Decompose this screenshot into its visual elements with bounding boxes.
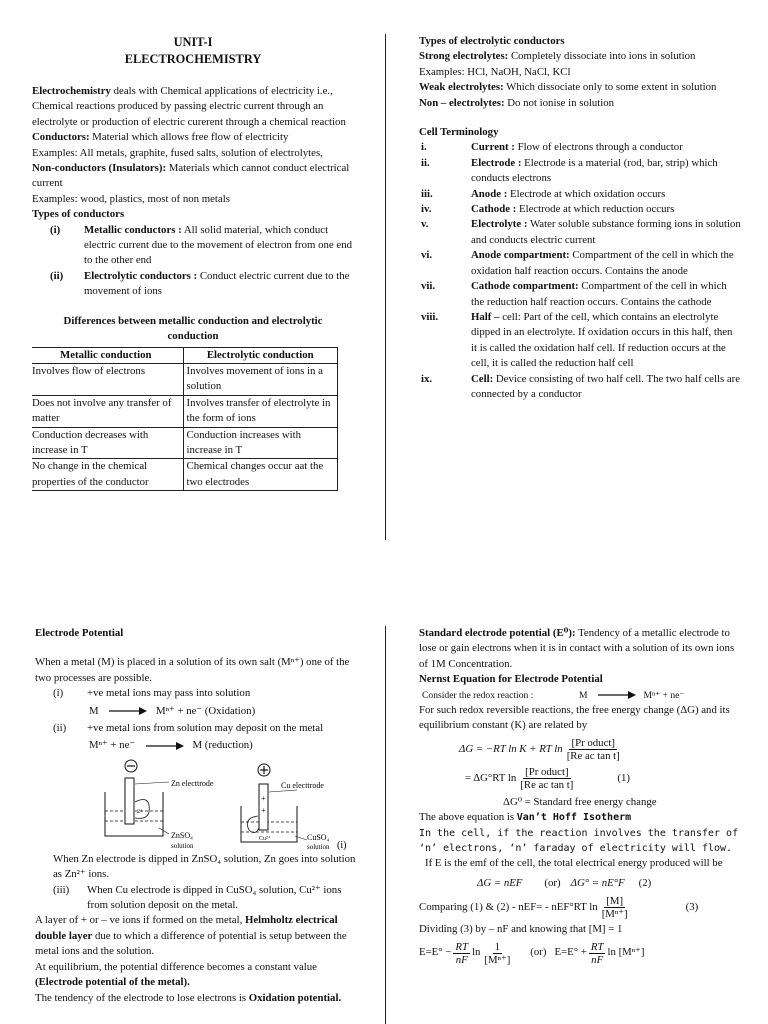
svg-text:+: + — [261, 805, 266, 815]
types-heading: Types of conductors — [32, 208, 125, 221]
process-item: (ii) +ve metal ions from solution may deposit on the metal — [53, 722, 324, 735]
strong-examples: Examples: HCl, NaOH, NaCl, KCl — [419, 65, 571, 78]
table-cell: Conduction decreases with increase in T — [32, 427, 183, 459]
electrode-diagram — [35, 756, 357, 852]
reaction-arrow-icon — [596, 690, 636, 700]
zn-electrode — [125, 778, 134, 824]
zn-paragraph: When Zn electrode is dipped in ZnSO₄ solution, Zn goes into solution as Zn²⁺ ions. — [53, 852, 356, 881]
non-electrolytes: Non – electrolytes: Do not ionise in solution — [419, 96, 615, 109]
table-cell: Involves transfer of electrolyte in the form of ions — [183, 395, 338, 427]
product-fraction: $\frac{\text{[Pr oduct]}}{\text{[Re ac tan t]}}$ — [520, 765, 574, 791]
table-row — [32, 363, 338, 395]
divider-bottom — [385, 626, 386, 1024]
vant-hoff-para: The above equation is Van’t Hoff Isotherm — [419, 811, 632, 824]
svg-text:Cu²⁺: Cu²⁺ — [259, 835, 271, 842]
cuso4-label: CuSO₄ — [307, 832, 330, 842]
term-item: i. Current : Flow of electrons through a conductor — [421, 141, 683, 154]
diff-heading: Differences between metallic conduction and electrolytic conduction — [63, 314, 323, 343]
term-item: viii. Half – cell: Part of the cell, which contains an electrolyte dipped in an electrolyte. If oxidation occurs in this half, then it is called the oxidation half cell. If reduction occurs at the cell, it is called the reduction half cell — [421, 310, 733, 370]
equilibrium-para: At equilibrium, the potential difference becomes a constant value (Electrode potential of the metal). — [35, 960, 317, 989]
table-row — [32, 427, 338, 459]
table-cell: Involves movement of ions in a solution — [183, 363, 338, 395]
cell-terminology-heading: Cell Terminology — [419, 126, 499, 139]
term-item: iv. Cathode : Electrode at which reduction occurs — [421, 203, 675, 216]
equation-3: Comparing (1) & (2) - nEF= - nEF°RT ln $\frac{[M]}{\text{[Mⁿ⁺]}}$ (3) — [419, 895, 699, 921]
table-header: Electrolytic conduction — [183, 347, 338, 363]
panel-top-left — [32, 34, 354, 554]
helmholtz-para: A layer of + or – ve ions if formed on the metal, Helmholtz electrical double layer due to which a difference of potential is setup between the metal ions and the solution. — [35, 914, 347, 958]
nernst-heading: Nernst Equation for Electrode Potential — [419, 673, 603, 686]
standard-electrode-potential: Standard electrode potential (E⁰): Tendency of a metallic electrode to lose or gain electrons when it is in contact with a solution of its own ions of 1M Concentration. — [419, 627, 735, 670]
cuso4-solution-label: solution — [307, 842, 330, 851]
unit-label: UNIT-I — [173, 35, 213, 49]
reaction-arrow-icon — [107, 706, 147, 716]
table-row — [32, 395, 338, 427]
comparison-table — [32, 347, 338, 492]
oxidation-potential-para: The tendency of the electrode to lose electrons is Oxidation potential. — [35, 991, 342, 1004]
table-cell: Chemical changes occur aat the two electrodes — [183, 459, 338, 491]
emf-para: If E is the emf of the cell, the total electrical energy produced will be — [425, 857, 723, 870]
equation-delta-g: ΔG = −RT ln K + RT ln $\frac{\text{[Pr oduct]}}{\text{[Re ac tan t]}}$ — [459, 736, 620, 762]
dividing-para: Dividing (3) by – nF and knowing that [M] = 1 — [419, 923, 623, 936]
svg-text:2+: 2+ — [137, 808, 144, 815]
related-para: For such redox reversible reactions, the free energy change (ΔG) and its equilibrium constant (K) are related by — [419, 704, 730, 732]
weak-electrolytes: Weak electrolytes: Which dissociate only to some extent in solution — [419, 81, 717, 94]
term-item: vi. Anode compartment: Compartment of the cell in which the oxidation half reaction occurs. Contains the anode — [421, 249, 734, 277]
panel-bottom-right — [419, 626, 741, 1024]
process-item: (i) +ve metal ions may pass into solution — [53, 687, 251, 700]
term-item: vii. Cathode compartment: Compartment of the cell in which the reduction half reaction occurs. Contains the cathode — [421, 280, 727, 308]
panel-top-right — [419, 34, 741, 554]
term-item: iii. Anode : Electrode at which oxidation occurs — [421, 187, 666, 200]
zn-electrode-label: Zn electtrode — [171, 778, 214, 788]
table-header-row — [32, 347, 338, 363]
term-item: ix. Cell: Device consisting of two half cell. The two half cells are connected by a conductor — [421, 372, 741, 400]
intro-para: When a metal (M) is placed in a solution of its own salt (Mⁿ⁺) one of the two processes are possible. — [35, 656, 350, 684]
table-header: Metallic conduction — [32, 347, 183, 363]
type-item: (ii) Electrolytic conductors : Conduct electric current due to the movement of ions — [50, 269, 350, 298]
conductors-examples: Examples: All metals, graphite, fused salts, solution of electrolytes, — [32, 146, 323, 159]
table-cell: Conduction increases with increase in T — [183, 427, 338, 459]
nonconductors-examples: Examples: wood, plastics, most of non metals — [32, 192, 230, 205]
figure-number: (i) — [337, 839, 347, 851]
table-cell: Involves flow of electrons — [32, 363, 183, 395]
final-nernst-equation: E=E° − $\frac{RT}{nF}$ ln $\frac{1}{\text{[Mⁿ⁺]}}$ (or) E=E° + $\frac{RT}{nF}$ ln [Mⁿ⁺] — [419, 940, 645, 966]
table-row — [32, 459, 338, 491]
page-title: ELECTROCHEMISTRY — [124, 52, 262, 66]
svg-text:+: + — [261, 793, 266, 803]
reaction-arrow-icon — [144, 741, 184, 751]
strong-electrolytes: Strong electrolytes: Completely dissociate into ions in solution — [419, 50, 696, 63]
equation-1: = ΔG°RT ln $\frac{\text{[Pr oduct]}}{\text{[Re ac tan t]}}$ (1) — [465, 765, 630, 791]
term-item: ii. Electrode : Electrode is a material (rod, bar, strip) which conducts electrons — [421, 156, 718, 185]
type-item: (i) Metallic conductors : All solid material, which conduct electric current due to the movement of electron from one end to the other end — [50, 223, 353, 267]
table-cell: Does not involve any transfer of matter — [32, 395, 183, 427]
in-cell-para: In the cell, if the reaction involves the transfer of ‘n’ electrons, ‘n’ faraday of electricity will flow. — [419, 827, 739, 855]
metal-fraction: $\frac{[M]}{\text{[Mⁿ⁺]}}$ — [601, 895, 628, 921]
reaction-reduction: Mⁿ⁺ + ne⁻ M (reduction) — [89, 739, 253, 752]
term-item: v. Electrolyte : Water soluble substance forming ions in solution and conducts electric current — [421, 218, 741, 246]
product-fraction: $\frac{\text{[Pr oduct]}}{\text{[Re ac tan t]}}$ — [566, 736, 620, 762]
equation-2: ΔG = nEF (or) ΔG° = nE°F (2) — [477, 876, 652, 889]
redox-reaction: Consider the redox reaction : M Mⁿ⁺ + ne⁻ — [422, 689, 685, 701]
cu-electrode-label: Cu electtrode — [281, 780, 324, 790]
table-cell: No change in the chemical properties of the conductor — [32, 459, 183, 491]
process-item: (iii) When Cu electrode is dipped in CuSO₄ solution, Cu²⁺ ions from solution deposit on the metal. — [53, 883, 342, 912]
znso4-solution-label: solution — [171, 841, 194, 850]
electrochem-para: Electrochemistry deals with Chemical applications of electricity i.e., Chemical reactions produced by passing electric current through an electrolyte or production of electric curerent through a chemical reaction — [32, 85, 346, 128]
panel-bottom-left — [35, 626, 357, 1024]
electrolytic-types-heading: Types of electrolytic conductors — [419, 35, 565, 47]
conductors-para: Conductors: Material which allows free flow of electricity — [32, 131, 289, 144]
znso4-label: ZnSO₄ — [171, 830, 193, 840]
reaction-oxidation: M Mⁿ⁺ + ne⁻ (Oxidation) — [89, 704, 256, 717]
standard-free-energy: ΔG⁰ = Standard free energy change — [503, 795, 657, 808]
divider-top — [385, 34, 386, 540]
nonconductors-para: Non-conductors (Insulators): Materials which cannot conduct electrical current — [32, 162, 350, 190]
electrode-potential-heading: Electrode Potential — [35, 627, 124, 639]
